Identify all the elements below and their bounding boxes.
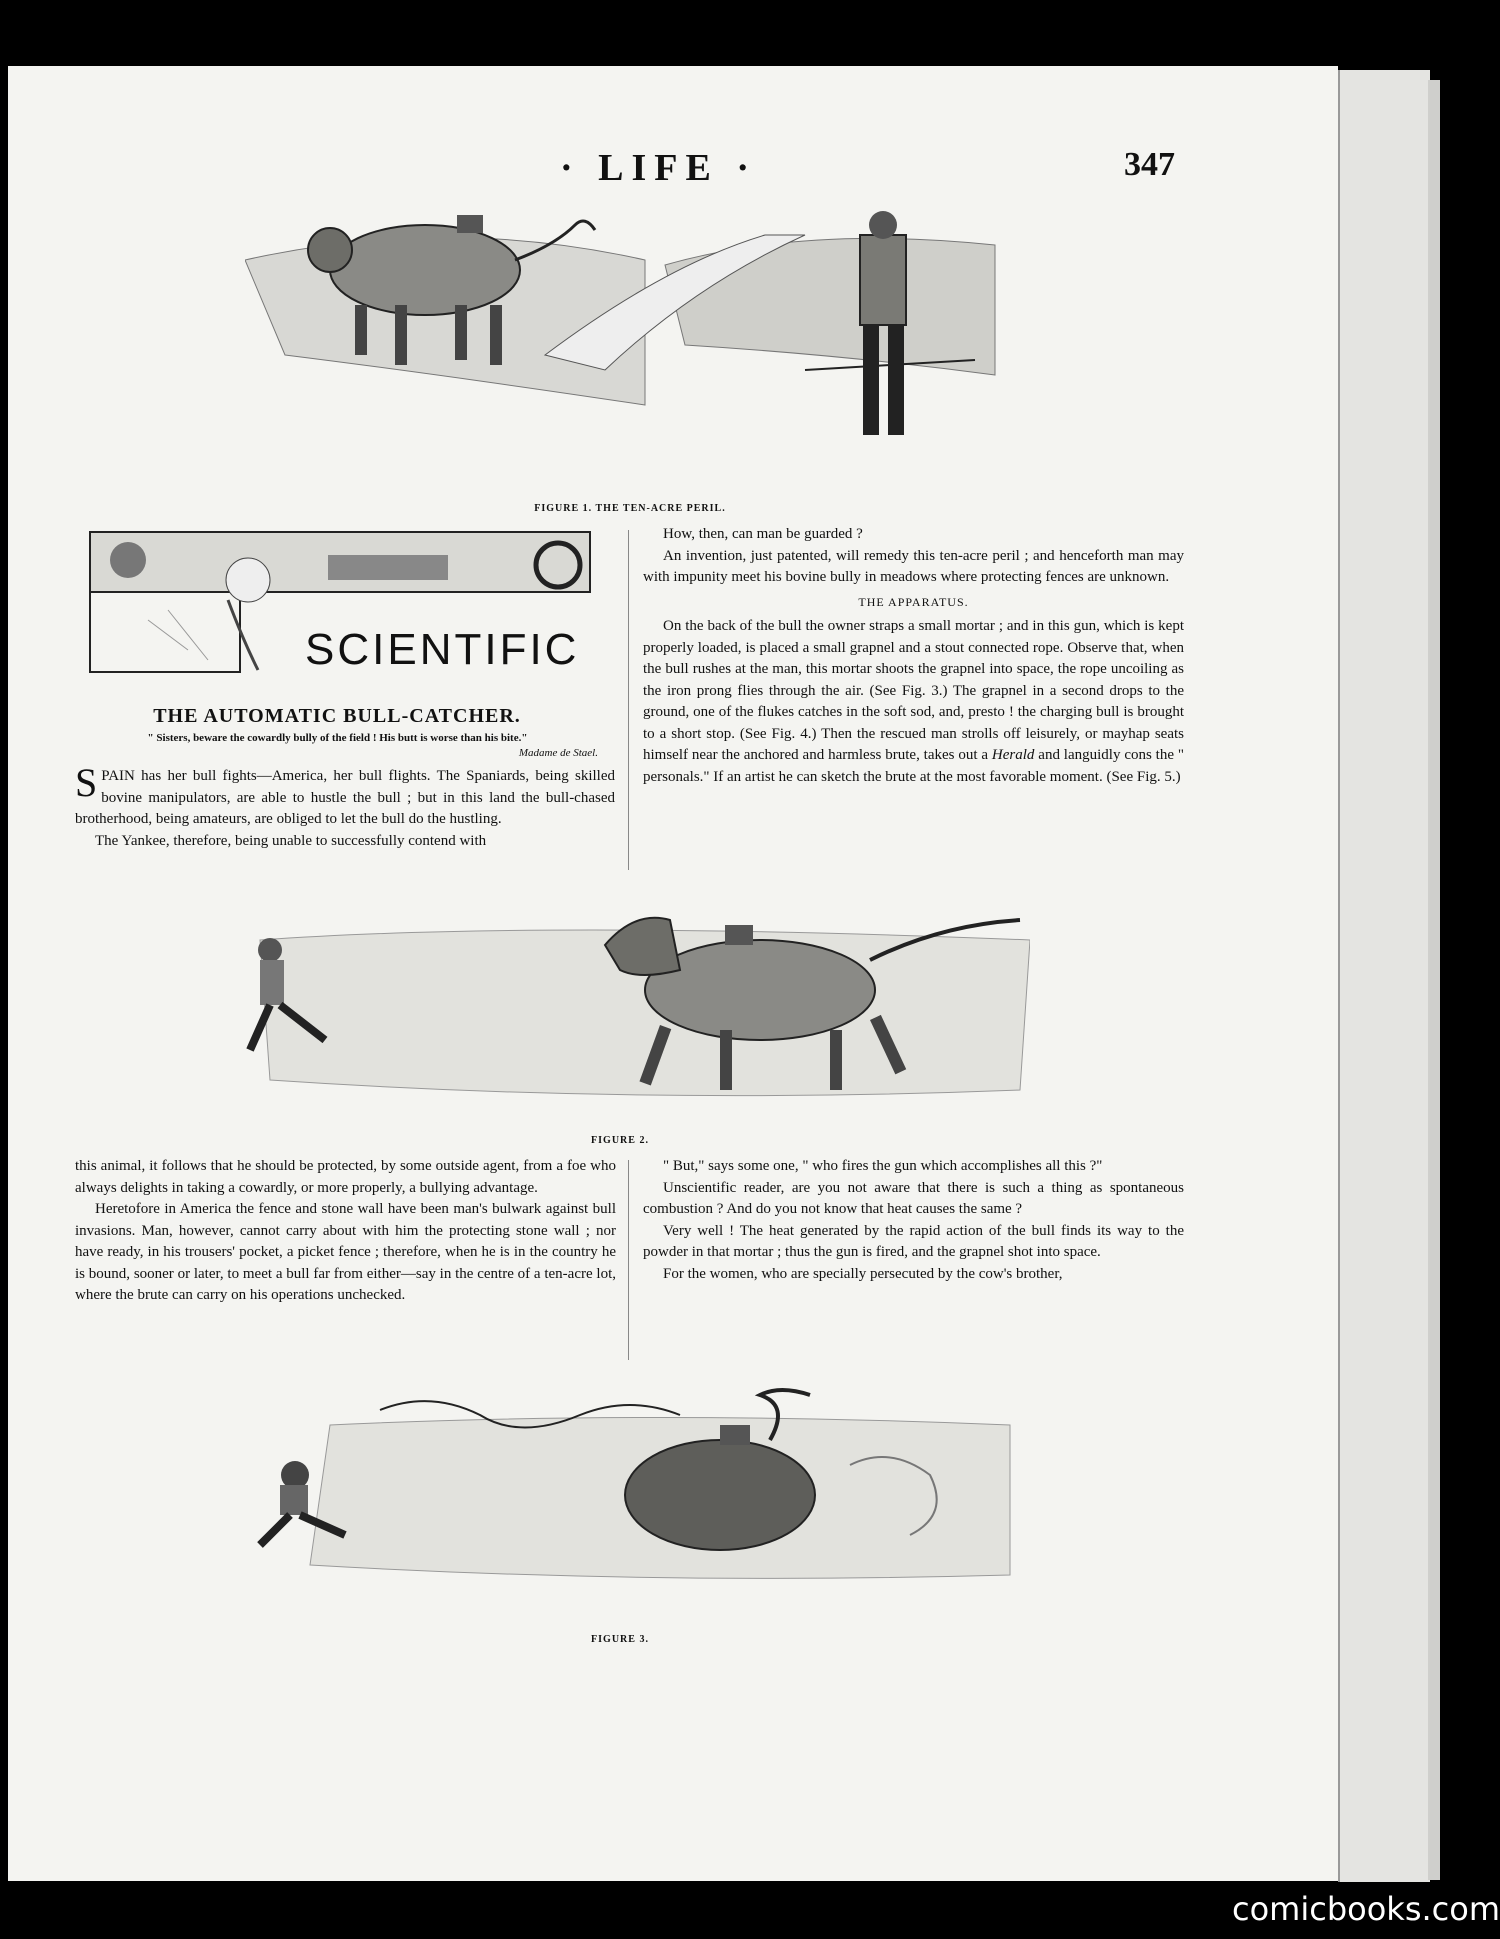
paragraph-part: On the back of the bull the owner straps a small mortar ; and in this gun, which is kept properly loaded, is placed a small grapnel and a stout connected rope. Observe that, when the bull rushes at the man, this mortar shoots the grapnel into space, the rope uncoiling as the iron prong flies through the air. (See Fig. 3.) The grapnel in a second drops to the ground, one of the flukes catches in the soft sod, and, presto ! the charging bull is brought to a short stop. (See Fig. 4.) Then the rescued man strolls off leisurely, or mayhap seats himself near the anchored and harmless brute, takes out a — [643, 618, 1184, 763]
paragraph: Very well ! The heat generated by the rapid action of the bull finds its way to the powder in that mortar ; thus the gun is fired, and the grapnel shot into space. — [643, 1222, 1184, 1260]
epigraph: " Sisters, beware the cowardly bully of the field ! His butt is worse than his bite." — [147, 732, 528, 744]
paragraph: The Yankee, therefore, being unable to successfully contend with — [95, 832, 487, 849]
paragraph: How, then, can man be guarded ? — [663, 526, 863, 542]
paragraph: PAIN has her bull fights—America, her bull flights. The Spaniards, being skilled bovine manipulators, are able to hustle the bull ; but in this land the bull-chased brotherhood, being amateurs, are obliged to let the bull do the hustling. — [75, 768, 615, 827]
figure-2-illustration — [240, 880, 1030, 1110]
page-number: 347 — [1124, 146, 1175, 183]
masthead: · LIFE · — [560, 147, 758, 189]
subheading-apparatus: THE APPARATUS. — [858, 594, 969, 609]
column-right-bottom — [643, 1156, 1184, 1285]
paragraph: this animal, it follows that he should be protected, by some outside agent, from a foe who always delights in taking a cowardly, or more properly, a bullying advantage. — [75, 1158, 616, 1196]
paragraph: For the women, who are specially persecuted by the cow's brother, — [663, 1265, 1063, 1282]
drop-cap: S — [75, 760, 98, 805]
paragraph-part: and languidly cons the " personals." If an artist he can sketch the brute at the most favorable moment. (See Fig. 5.) — [643, 747, 1184, 785]
herald-italic: Herald — [991, 747, 1035, 763]
figure-3-caption: FIGURE 3. — [591, 1634, 649, 1645]
page-edge-shadow — [1428, 80, 1440, 1880]
column-left-bottom — [75, 1156, 616, 1307]
watermark: comicbooks.com — [1232, 1890, 1500, 1928]
figure-1-caption: FIGURE 1. THE TEN-ACRE PERIL. — [534, 503, 726, 514]
article-heading: THE AUTOMATIC BULL-CATCHER. — [153, 705, 521, 727]
epigraph-attribution: Madame de Stael. — [518, 747, 598, 759]
figure-2-caption: FIGURE 2. — [591, 1135, 649, 1146]
page-edge — [1338, 70, 1430, 1882]
paragraph: " But," says some one, " who fires the gun which accomplishes all this ?" — [663, 1158, 1103, 1174]
column-divider — [628, 530, 629, 870]
paragraph: Heretofore in America the fence and stone wall have been man's bulwark against bull invasions. Man, however, cannot carry about with him the protecting stone wall ; nor have ready, in his trousers' pocket, a picket fence ; therefore, when he is in the country he is bound, sooner or later, to meet a bull far from either—say in the centre of a ten-acre lot, where the brute can carry on his operations unchecked. — [75, 1201, 616, 1303]
column-right-top — [643, 524, 1184, 788]
column-left-top — [75, 760, 615, 852]
banner-title: SCIENTIFIC — [305, 625, 580, 674]
paragraph: An invention, just patented, will remedy this ten-acre peril ; and henceforth man may with impunity meet his bovine bully in meadows where protecting fences are unknown. — [643, 547, 1184, 585]
figure-3-illustration — [250, 1385, 1020, 1585]
figure-1-illustration — [245, 205, 1005, 500]
column-divider — [628, 1160, 629, 1360]
paragraph: Unscientific reader, are you not aware that there is such a thing as spontaneous combustion ? And do you not know that heat causes the same ? — [643, 1179, 1184, 1217]
